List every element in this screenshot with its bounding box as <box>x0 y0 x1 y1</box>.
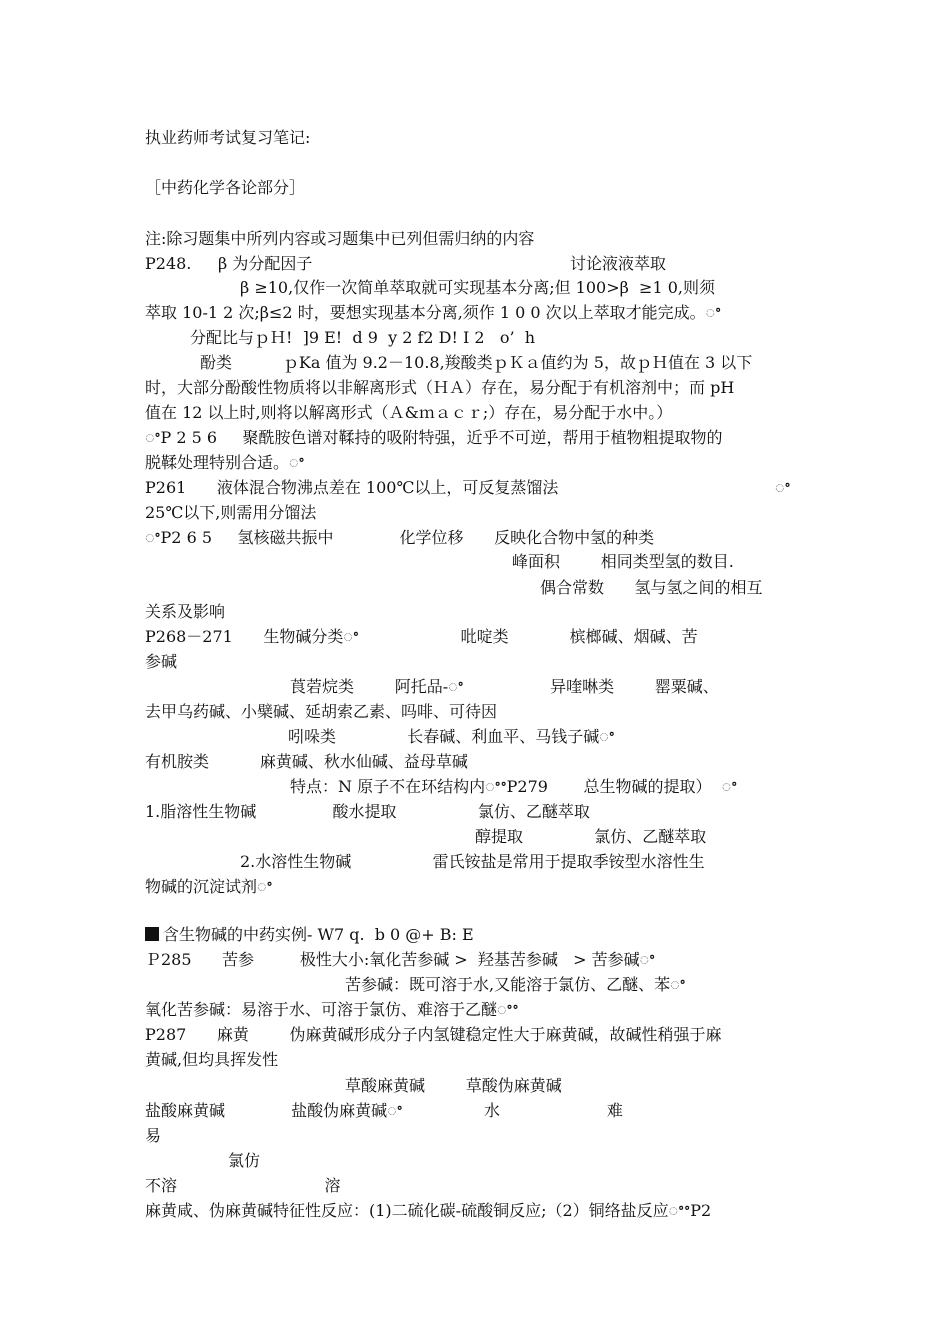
text-line: 苦参碱：既可溶于水,又能溶于氯仿、乙醚、苯ꢀ <box>345 975 686 994</box>
subheading-text: 含生物碱的中药实例- W7 q. b 0 @+ B: E <box>163 925 474 944</box>
text-line: P248. <box>145 254 192 273</box>
subheading <box>145 925 474 945</box>
text-line: 25℃以下,则需用分馏法 <box>145 503 317 522</box>
text-line: β 为分配因子 <box>218 254 313 273</box>
text-line: 氧化苦参碱：易溶于水、可溶于氯仿、难溶于乙醚ꢀꢀ <box>145 1000 519 1019</box>
note-line: 注:除习题集中所列内容或习题集中已列但需归纳的内容 <box>145 229 535 248</box>
text-line: ꢀP 2 5 6 聚酰胺色谱对鞣持的吸附特强，近乎不可逆，帮用于植物粗提取物的 <box>145 428 723 447</box>
text-line: P261 液体混合物沸点差在 100℃以上，可反复蒸馏法 <box>145 478 559 497</box>
text-line: 时，大部分酚酸性物质将以非解离形式（ＨＡ）存在，易分配于有机溶剂中；而 pH <box>145 378 735 397</box>
document-title: 执业药师考试复习笔记: <box>145 128 311 147</box>
text-line: 去甲乌药碱、小檗碱、延胡索乙素、吗啡、可待因 <box>145 702 498 721</box>
section-heading: ［中药化学各论部分］ <box>145 178 306 197</box>
text-line: ꢀ <box>775 478 791 497</box>
text-line: 萃取 10-1 2 次;β≤2 时，要想实现基本分离,须作 1 0 0 次以上萃取才能完成。ꢀ <box>145 303 722 322</box>
text-line: 酚类 ｐKa 值为 9.2－10.8,羧酸类ｐＫａ值约为 5，故ｐＨ值在 3 以下 <box>200 353 753 372</box>
text-line: Ｐ285 苦参 极性大小:氧化苦参碱 > 羟基苦参碱 > 苦参碱ꢀ <box>145 950 656 969</box>
text-line: 盐酸麻黄碱 盐酸伪麻黄碱ꢀ 水 难 <box>145 1101 623 1120</box>
text-line: P287 麻黄 伪麻黄碱形成分子内氢键稳定性大于麻黄碱，故碱性稍强于麻 <box>145 1025 722 1044</box>
text-line: β ≥10,仅作一次简单萃取就可实现基本分离;但 100>β ≥1 0,则须 <box>240 278 715 297</box>
text-line: 特点：N 原子不在环结构内ꢀꢀP279 总生物碱的提取） ꢀ <box>290 777 738 796</box>
text-line: 吲哚类 长春碱、利血平、马钱子碱ꢀ <box>288 727 615 746</box>
text-line: 值在 12 以上时,则将以解离形式（Ａ&ｍａｃｒ;）存在，易分配于水中。） <box>145 403 673 422</box>
text-line: 参碱 <box>145 652 178 671</box>
text-line: 关系及影响 <box>145 602 226 621</box>
black-square-icon <box>145 927 159 941</box>
text-line: 黄碱,但均具挥发性 <box>145 1050 279 1069</box>
text-line: 草酸麻黄碱 草酸伪麻黄碱 <box>345 1076 562 1095</box>
text-line: 2.水溶性生物碱 雷氏铵盐是常用于提取季铵型水溶性生 <box>240 852 705 871</box>
text-line: 1.脂溶性生物碱 酸水提取 氯仿、乙醚萃取 <box>145 802 590 821</box>
text-line: 物碱的沉淀试剂ꢀ <box>145 877 273 896</box>
text-line: 莨菪烷类 阿托品-ꢀ 异喹啉类 罂粟碱、 <box>290 677 719 696</box>
text-line: 麻黄咸、伪麻黄碱特征性反应：(1)二硫化碳-硫酸铜反应;（2）铜络盐反应ꢀꢀP2 <box>145 1201 712 1220</box>
text-line: P268－271 生物碱分类ꢀ 吡啶类 槟榔碱、烟碱、苦 <box>145 627 698 646</box>
text-line: 易 <box>145 1126 162 1145</box>
text-line: 有机胺类 麻黄碱、秋水仙碱、益母草碱 <box>145 752 468 771</box>
text-line: 不溶 溶 <box>145 1176 341 1195</box>
text-line: 讨论液液萃取 <box>570 254 667 273</box>
text-line: 分配比与ｐＨ! ]9 E! d 9 y 2 f2 D! I 2 o’ h <box>190 328 536 347</box>
text-line: 峰面积 相同类型氢的数目. <box>512 552 734 571</box>
text-line: ꢀP2 6 5 氢核磁共振中 化学位移 反映化合物中氢的种类 <box>145 528 655 547</box>
text-line: 脱鞣处理特别合适。ꢀ <box>145 453 305 472</box>
text-line: 氯仿 <box>228 1151 261 1170</box>
text-line: 醇提取 氯仿、乙醚萃取 <box>475 827 707 846</box>
text-line: 偶合常数 氢与氢之间的相互 <box>540 578 763 597</box>
